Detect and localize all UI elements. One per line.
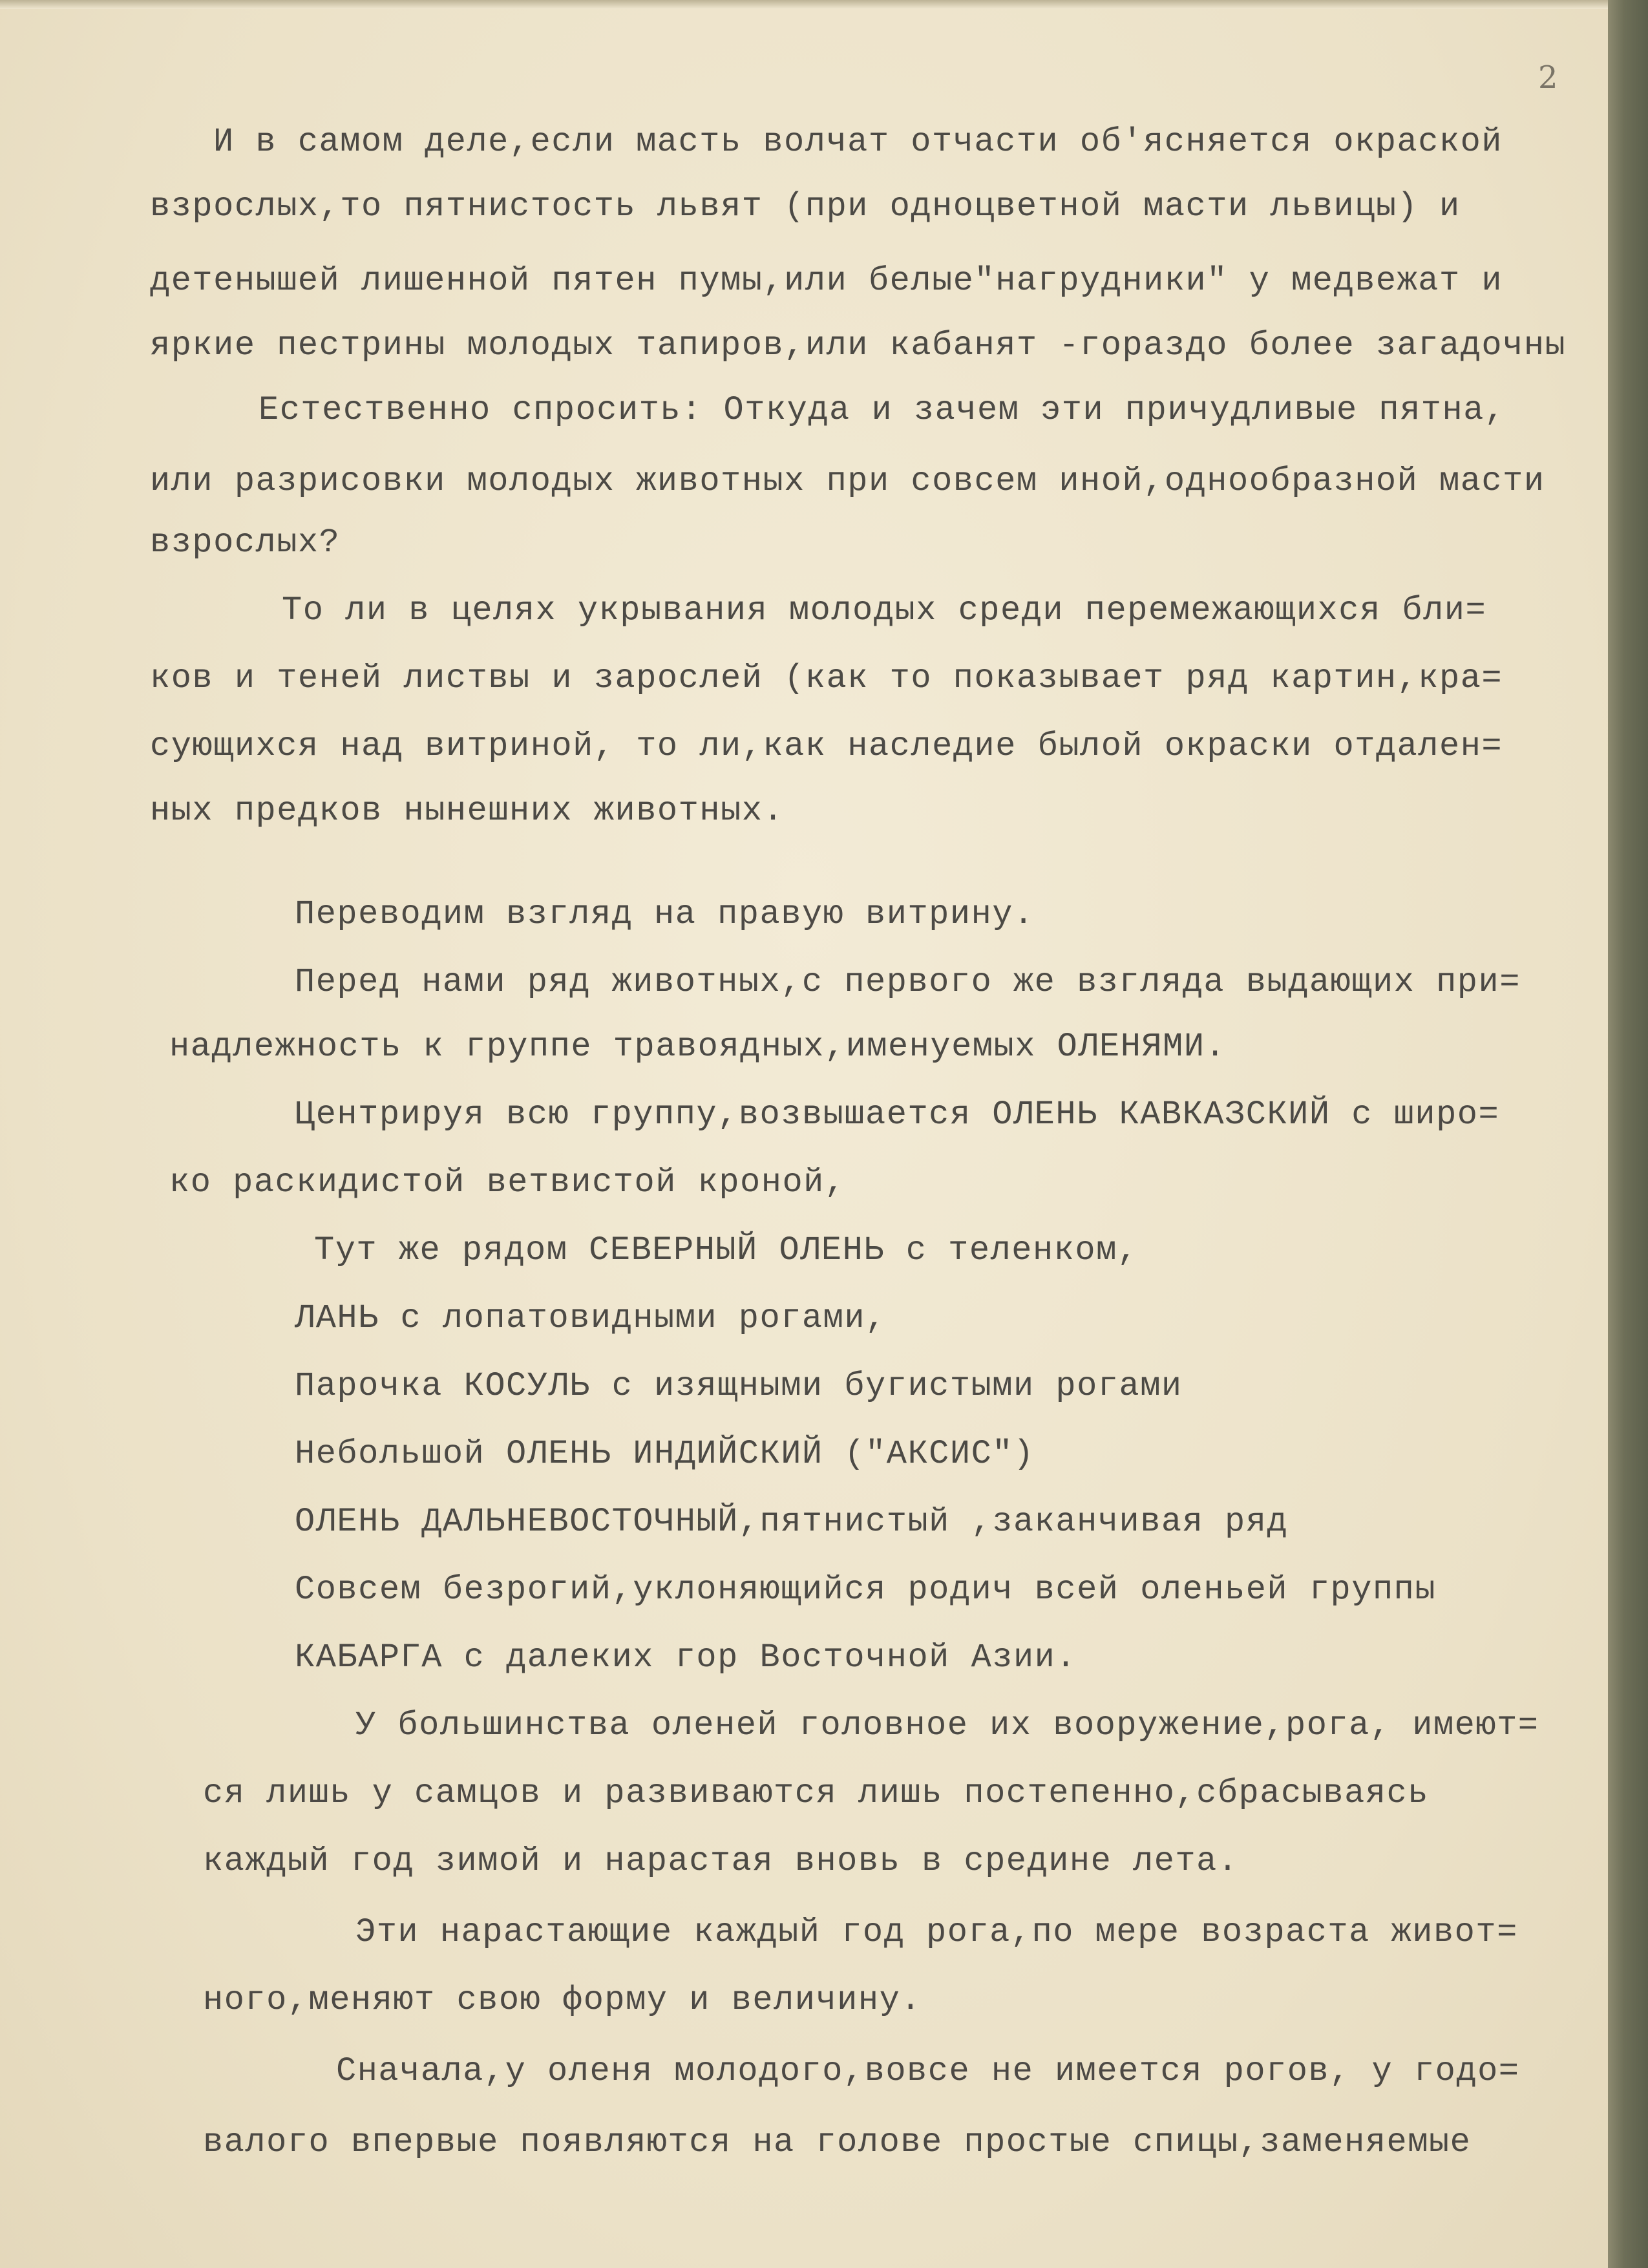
text-line: ОЛЕНЬ ДАЛЬНЕВОСТОЧНЫЙ,пятнистый ,заканчивая ряд <box>295 1503 1289 1541</box>
text-line: сующихся над витриной, то ли,как наследие былой окраски отдален= <box>150 727 1503 765</box>
text-line: или разрисовки молодых животных при совсем иной,однообразной масти <box>150 462 1545 500</box>
text-line: ков и теней листвы и зарослей (как то показывает ряд картин,кра= <box>150 659 1503 697</box>
text-line: Парочка КОСУЛЬ с изящными бугистыми рогами <box>295 1367 1183 1405</box>
text-line: То ли в целях укрывания молодых среди перемежающихся бли= <box>282 591 1487 630</box>
text-line: взрослых,то пятнистость львят (при одноцветной масти львицы) и <box>150 187 1461 226</box>
text-line: каждый год зимой и нарастая вновь в средине лета. <box>203 1842 1239 1880</box>
text-line: Переводим взгляд на правую витрину. <box>295 895 1035 933</box>
text-line: детенышей лишенной пятен пумы,или белые"нагрудники" у медвежат и <box>150 262 1503 300</box>
text-line: валого впервые появляются на голове простые спицы,заменяемые <box>203 2123 1472 2161</box>
text-line: Небольшой ОЛЕНЬ ИНДИЙСКИЙ ("АКСИС") <box>295 1435 1035 1473</box>
text-line: КАБАРГА с далеких гор Восточной Азии. <box>295 1638 1077 1677</box>
text-line: взрослых? <box>150 524 341 562</box>
text-line: Тут же рядом СЕВЕРНЫЙ ОЛЕНЬ с теленком, <box>314 1231 1139 1269</box>
text-line: И в самом деле,если масть волчат отчасти об'ясняется окраской <box>213 123 1503 161</box>
text-line: Сначала,у оленя молодого,вовсе не имеется рогов, у годо= <box>336 2052 1520 2090</box>
text-line: Перед нами ряд животных,с первого же взгляда выдающих при= <box>295 963 1521 1001</box>
text-line: Естественно спросить: Откуда и зачем эти причудливые пятна, <box>259 391 1506 429</box>
text-line: ных предков нынешних животных. <box>150 792 785 830</box>
text-line: ного,меняют свою форму и величину. <box>203 1981 922 2019</box>
page-number: 2 <box>1538 59 1558 96</box>
text-line: Эти нарастающие каждый год рога,по мере возраста живот= <box>355 1913 1518 1951</box>
text-line: ЛАНЬ с лопатовидными рогами, <box>295 1299 887 1337</box>
text-line: Центрируя всю группу,возвышается ОЛЕНЬ КАВКАЗСКИЙ с широ= <box>295 1096 1500 1134</box>
paper-top-edge <box>0 0 1648 9</box>
text-line: У большинства оленей головное их вооружение,рога, имеют= <box>355 1706 1539 1744</box>
text-line: Совсем безрогий,уклоняющийся родич всей оленьей группы <box>295 1571 1437 1609</box>
text-line: ко раскидистой ветвистой кроной, <box>169 1163 846 1202</box>
text-line: яркие пестрины молодых тапиров,или кабанят -гораздо более загадочны <box>150 326 1567 365</box>
text-line: надлежность к группе травоядных,именуемых ОЛЕНЯМИ. <box>169 1028 1227 1066</box>
binding-edge <box>1608 0 1648 2268</box>
text-line: ся лишь у самцов и развиваются лишь постепенно,сбрасываясь <box>203 1774 1429 1812</box>
